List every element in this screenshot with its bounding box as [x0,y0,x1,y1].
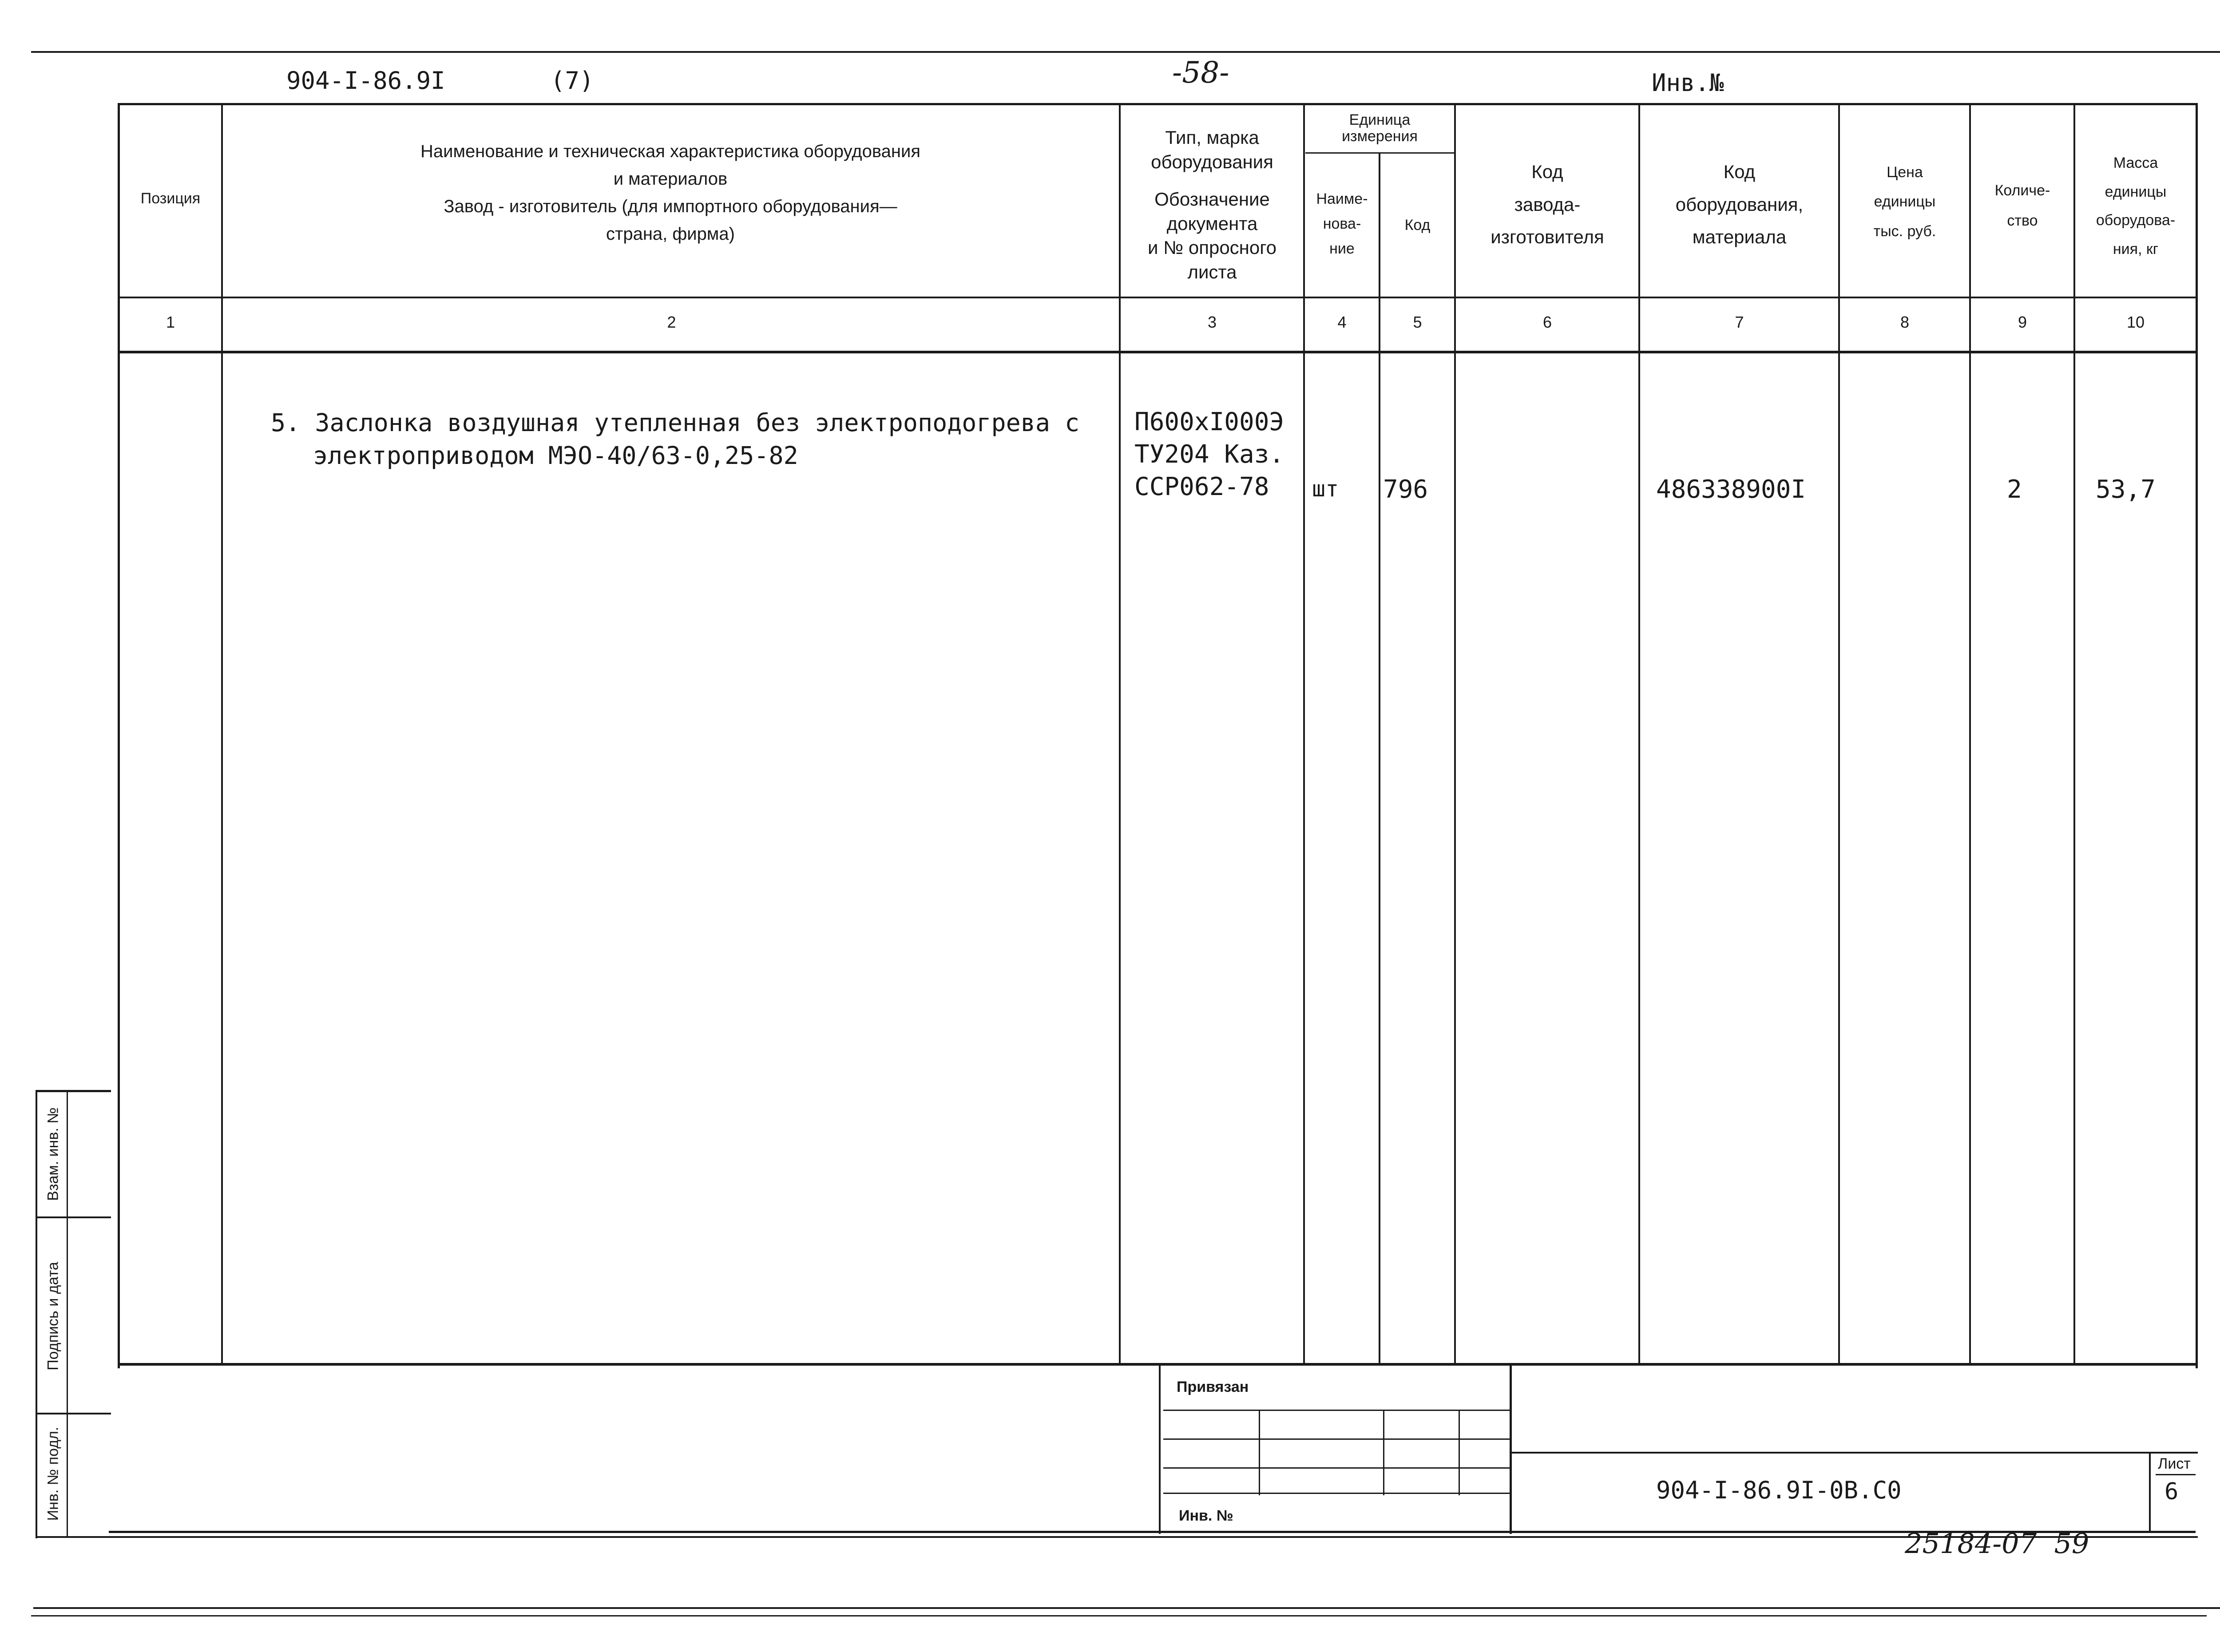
bound-grid-line-2 [1163,1438,1510,1440]
inv-label: Инв.№ [1652,69,1724,97]
footer-archive-number: 25184-07 59 [1905,1527,2089,1560]
col-line-4 [1379,153,1380,1363]
col-type-header: Тип, марка оборудования Обозначение документа и № опросного листа [1148,127,1276,282]
col-number-3: 3 [1207,313,1217,331]
bound-grid-line-3 [1163,1467,1510,1469]
row-name: 5. Заслонка воздушная утепленная без электроподогрева с электроприводом МЭО-40/63-0,25-82 [271,408,1080,470]
table-top-line [118,103,2196,105]
col-line-6 [1638,104,1640,1363]
bound-grid-col-2 [1383,1411,1384,1495]
sheet-in-group: (7) [551,67,594,95]
bound-left-line [1159,1363,1161,1534]
designation: 904-I-86.9I-0В.С0 [1656,1476,1902,1504]
bound-grid-line-1 [1163,1410,1510,1411]
bound-right-line [1510,1363,1512,1534]
col-line-3 [1303,104,1305,1363]
bound-label: Привязан [1177,1379,1249,1395]
col-line-5 [1454,104,1456,1363]
col-price-header: Цена единицы тыс. руб. [1873,164,1936,240]
col-name-header: Наименование и техническая характеристика оборудования и материалов Завод - изготовитель (для импортного оборудования— страна, фирма) [420,142,920,244]
designation-top-line [1512,1452,2198,1454]
col-line-7 [1838,104,1840,1363]
col-number-10: 10 [2126,313,2145,331]
bound-grid-col-1 [1259,1411,1260,1495]
bound-grid-col-3 [1459,1411,1460,1495]
side-stamp-left-line [36,1090,37,1538]
header-bottom-line [118,297,2196,298]
col-factory-code-header: Код завода- изготовителя [1491,161,1604,247]
page-number: -58- [1172,55,1229,90]
col-number-1: 1 [166,313,175,331]
doc-code: 904-I-86.9I [286,67,445,95]
sheet-label: Лист [2158,1455,2191,1472]
col-number-9: 9 [2018,313,2027,331]
inv-no-label: Инв. № [1179,1507,1233,1524]
col-unit-name-header: Наиме- нова- ние [1316,190,1368,258]
side-replace-inv: Взам. инв. № [44,1107,62,1201]
col-qty-header: Количе- ство [1994,182,2050,229]
col-line-8 [1969,104,1971,1363]
col-unit-code-header: Код [1404,217,1431,234]
col-number-8: 8 [1900,313,1910,331]
sheet-box-divider [2156,1474,2196,1475]
col-number-5: 5 [1413,313,1422,331]
row-equipment-code: 486338900I [1656,475,1806,504]
col-line-9 [2073,104,2075,1363]
col-unit-group-header: Единица измерения [1342,111,1418,145]
side-orig-inv: Инв. № подл. [44,1426,62,1521]
numbers-bottom-line [118,351,2196,353]
col-equip-code-header: Код оборудования, материала [1675,161,1804,247]
sheet-box-left-line [2149,1452,2151,1532]
side-sign-date: Подпись и дата [44,1262,62,1371]
col-number-2: 2 [667,313,676,331]
row-mass: 53,7 [2096,475,2156,504]
col-mass-header: Масса единицы оборудова- ния, кг [2096,155,2176,258]
col-line-2 [1119,104,1121,1363]
col-position-header: Позиция [140,190,201,207]
row-unit: шт [1312,476,1339,502]
row-type: П600хI000Э ТУ204 Каз. ССР062-78 [1134,408,1284,501]
row-quantity: 2 [2007,475,2022,504]
col-number-4: 4 [1337,313,1347,331]
table-right-line [2196,103,2198,1368]
row-unit-code: 796 [1383,475,1428,504]
side-stamp-divider [67,1091,68,1537]
sheet-value: 6 [2164,1478,2179,1505]
stamp-bottom-line [109,1531,2196,1533]
bound-grid-line-4 [1163,1493,1510,1494]
side-stamp-bottom-line [36,1536,2198,1538]
col-number-7: 7 [1735,313,1744,331]
unit-group-line [1305,152,1454,154]
scan-bottom-line [31,1615,2207,1616]
col-number-6: 6 [1542,313,1552,331]
col-line-1 [221,104,223,1363]
frame-top-line [31,51,2220,53]
frame-bottom-line [33,1607,2220,1609]
table-left-line [118,103,120,1368]
